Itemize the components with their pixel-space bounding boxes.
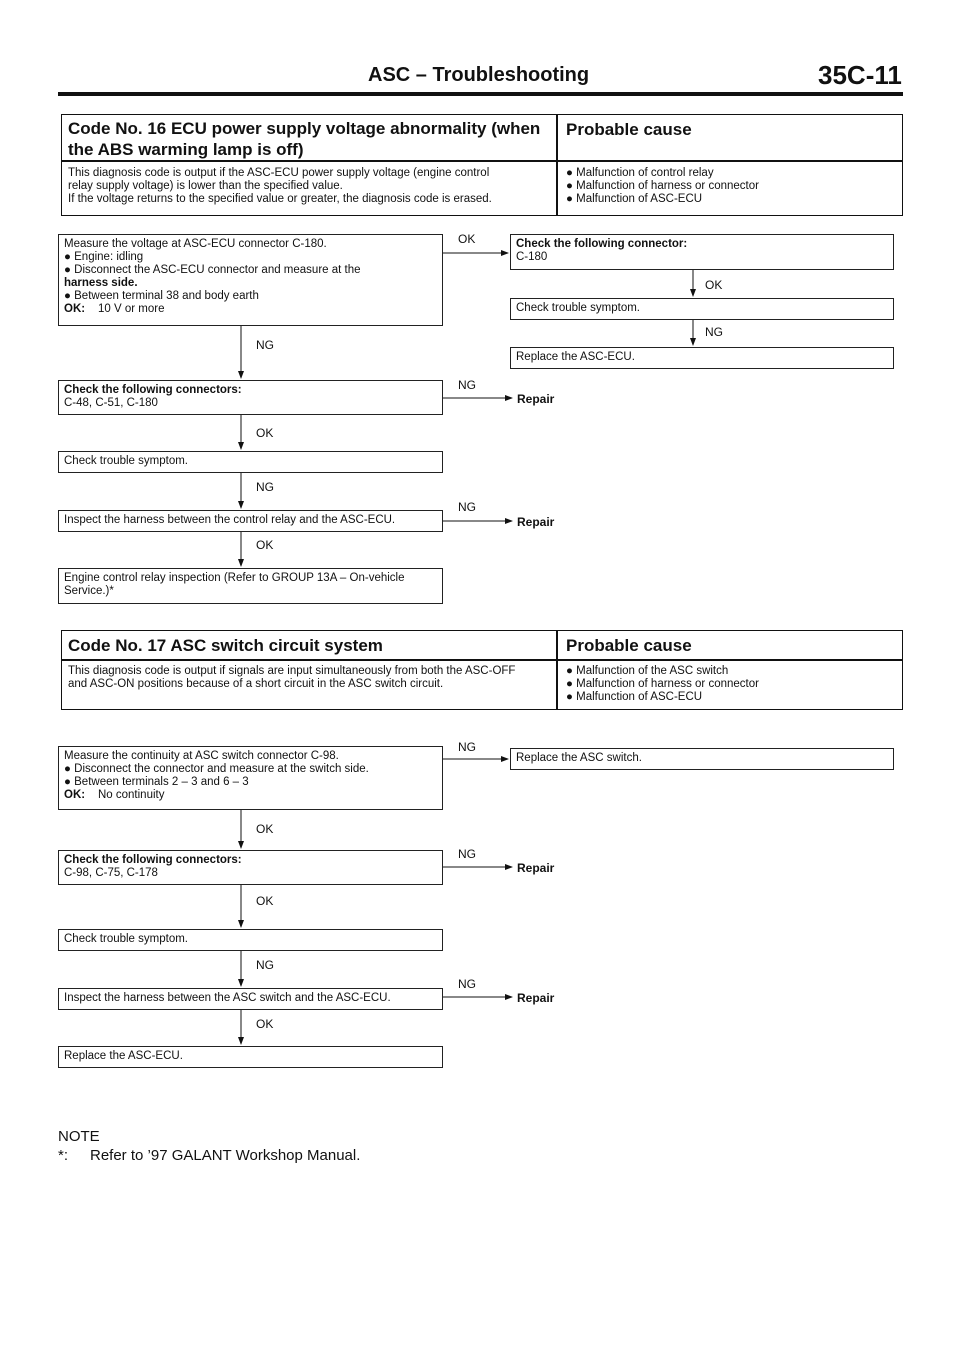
inspect-harness-switch-step: Inspect the harness between the ASC switch and the ASC-ECU. (58, 988, 443, 1010)
code17-desc-line: This diagnosis code is output if signals are input simultaneously from both the ASC-OFF (68, 665, 516, 677)
repair-label: Repair (517, 392, 555, 406)
code17-cause-item: ● Malfunction of the ASC switch (566, 665, 729, 677)
note-marker: *: (58, 1147, 69, 1164)
code17-desc-line: and ASC-ON positions because of a short circuit in the ASC switch circuit. (68, 678, 444, 690)
flow-label-ng: NG (458, 847, 476, 861)
code16-cause-item: ● Malfunction of control relay (566, 167, 714, 179)
flow-label-ng: NG (256, 480, 274, 494)
replace-asc-switch-step: Replace the ASC switch. (510, 748, 894, 770)
flow-label-ok: OK (256, 894, 274, 908)
code16-desc-line: If the voltage returns to the specified value or greater, the diagnosis code is erased. (68, 193, 492, 205)
check-symptom-step: Check trouble symptom. (58, 451, 443, 473)
note-title: NOTE (58, 1128, 100, 1145)
code17-cause-item: ● Malfunction of harness or connector (566, 678, 759, 690)
repair-label: Repair (517, 515, 555, 529)
flow-label-ok: OK (256, 426, 274, 440)
code16-cause-item: ● Malfunction of ASC-ECU (566, 193, 703, 205)
replace-asc-ecu-step: Replace the ASC-ECU. (58, 1046, 443, 1068)
code16-cause-item: ● Malfunction of harness or connector (566, 180, 759, 192)
code17-title: Code No. 17 ASC switch circuit system (68, 636, 383, 655)
replace-ecu-right-step: Replace the ASC-ECU. (510, 347, 894, 369)
code17-cause-header: Probable cause (566, 636, 692, 655)
flow-label-ng: NG (256, 338, 274, 352)
code16-title: Code No. 16 ECU power supply voltage abnormality (when (68, 119, 541, 138)
flow-label-ng: NG (705, 325, 723, 339)
flow-label-ok: OK (256, 822, 274, 836)
code16-title-cont: the ABS warming lamp is off) (68, 140, 304, 159)
flow-label-ok: OK (256, 538, 274, 552)
engine-relay-inspection-step: Engine control relay inspection (Refer to GROUP 13A – On-vehicle Service.)* (58, 568, 443, 604)
flow-label-ng: NG (458, 500, 476, 514)
repair-label: Repair (517, 861, 555, 875)
inspect-harness-relay-step: Inspect the harness between the control relay and the ASC-ECU. (58, 510, 443, 532)
measure-voltage-step: Measure the voltage at ASC-ECU connector C-180. ● Engine: idling ● Disconnect the ASC-ECU connector and measure at the harness side. ● Between terminal 38 and body earth OK: 10 V or more (58, 234, 443, 326)
check-connectors-step: Check the following connectors: C-48, C-51, C-180 (58, 380, 443, 415)
note-text: Refer to ’97 GALANT Workshop Manual. (90, 1147, 361, 1164)
flow-label-ok: OK (705, 278, 723, 292)
flow-label-ng: NG (256, 958, 274, 972)
page-title: ASC – Troubleshooting (368, 64, 590, 86)
check-connector-c180-step: Check the following connector: C-180 (510, 234, 894, 270)
page-number: 35C-11 (818, 60, 902, 90)
flow-label-ok: OK (256, 1017, 274, 1031)
repair-label: Repair (517, 991, 555, 1005)
code16-desc-line: relay supply voltage) is lower than the specified value. (68, 180, 343, 192)
flow-label-ng: NG (458, 740, 476, 754)
flow-label-ng: NG (458, 977, 476, 991)
code16-desc-line: This diagnosis code is output if the ASC-ECU power supply voltage (engine control (68, 167, 490, 179)
check-connectors-step-2: Check the following connectors: C-98, C-75, C-178 (58, 850, 443, 885)
measure-continuity-step: Measure the continuity at ASC switch connector C-98. ● Disconnect the connector and measure at the switch side. ● Between terminals 2 – 3 and 6 – 3 OK: No continuity (58, 746, 443, 810)
flow-label-ng: NG (458, 378, 476, 392)
code16-cause-header: Probable cause (566, 120, 692, 139)
flow-label-ok: OK (458, 232, 476, 246)
check-symptom-step-2: Check trouble symptom. (58, 929, 443, 951)
check-symptom-right-step: Check trouble symptom. (510, 298, 894, 320)
code17-cause-item: ● Malfunction of ASC-ECU (566, 691, 703, 703)
